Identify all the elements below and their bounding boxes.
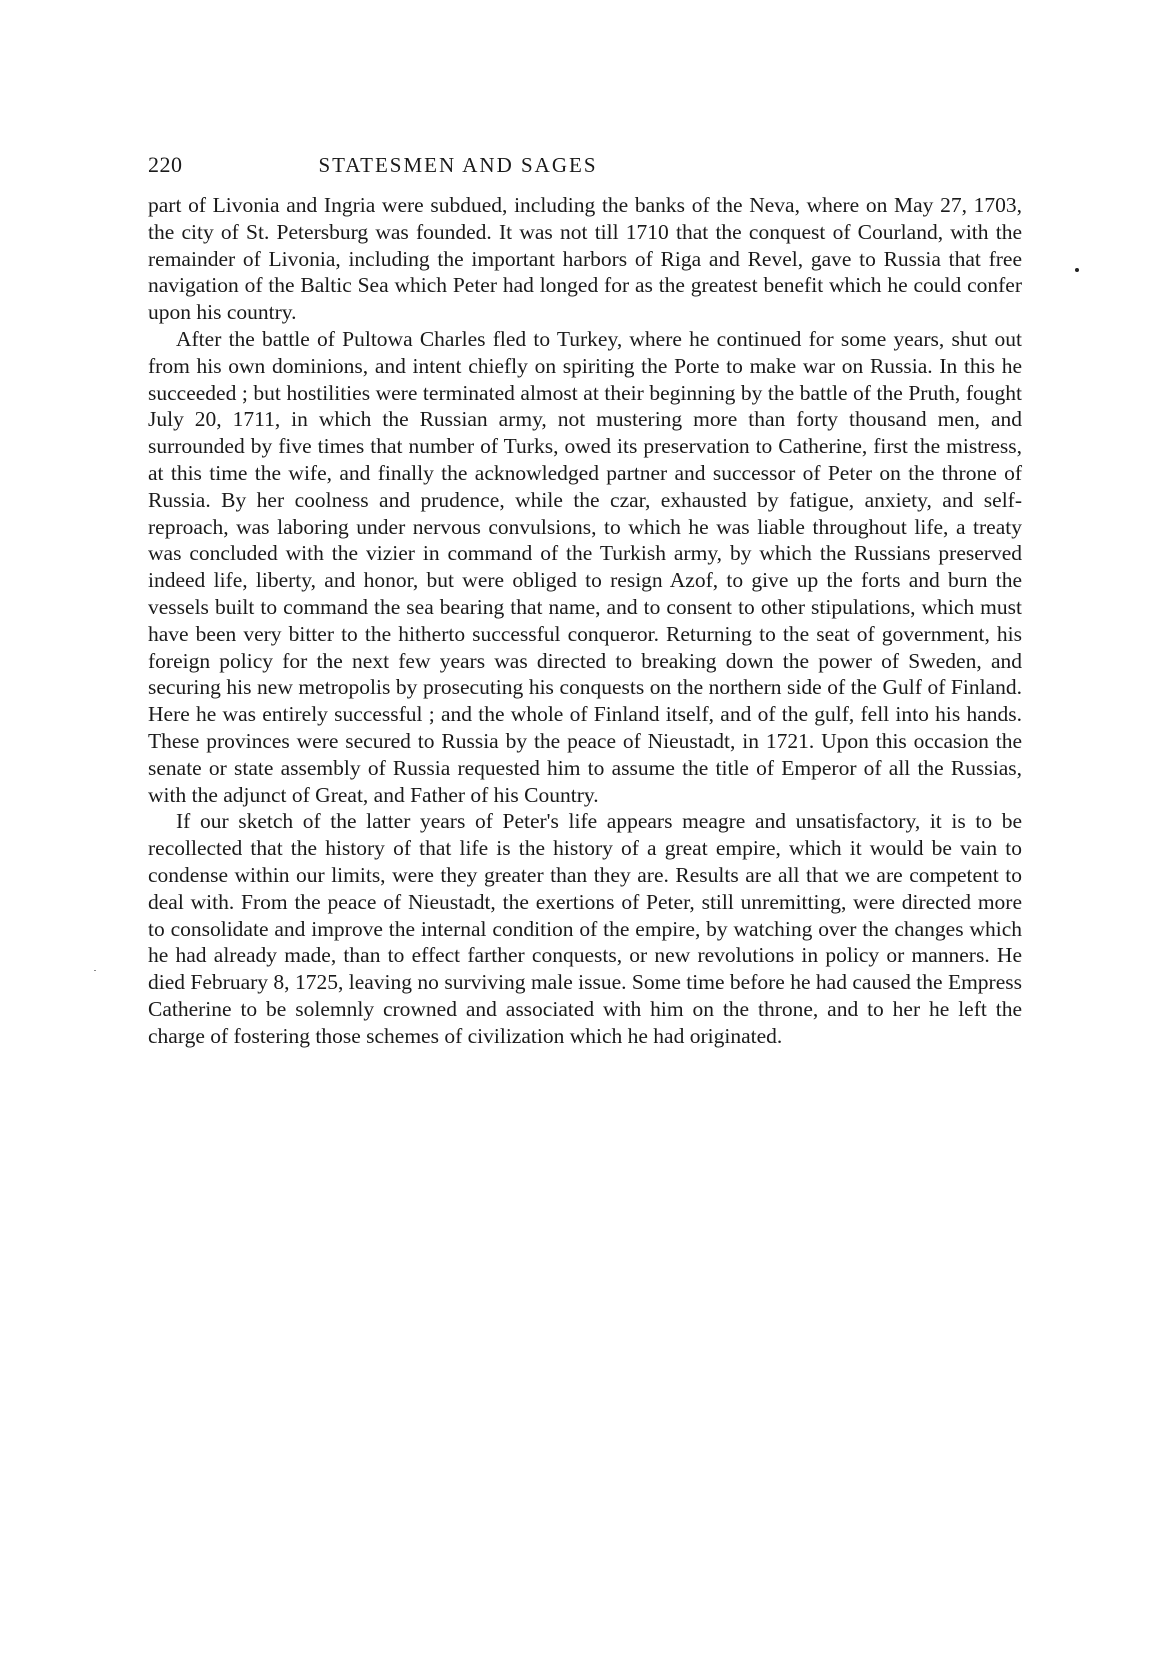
paragraph-pruth-campaign: After the battle of Pultowa Charles fled to Turkey, where he continued for some years, shut out from his own dominions, and intent chiefly on spiriting the Porte to make war on Russia. In this he succeeded ; but hostilities were terminated almost at their beginning by the battle of the Pruth, fought July 20, 1711, in which the Russian army, not mustering more than forty thousand men, and surrounded by five times that number of Turks, owed its preservation to Catherine, first the mistress, at this time the wife, and finally the acknowledged partner and successor of Peter on the throne of Russia. By her coolness and prudence, while the czar, exhausted by fatigue, anxiety, and self-reproach, was laboring under nervous convulsions, to which he was liable throughout life, a treaty was concluded with the vizier in command of the Turkish army, by which the Russians preserved indeed life, liberty, and honor, but were obliged to resign Azof, to give up the forts and burn the vessels built to command the sea bearing that name, and to consent to other stipulations, which must have been very bitter to the hitherto successful conqueror. Returning to the seat of government, his foreign policy for the next few years was directed to breaking down the power of Sweden, and securing his new metropolis by prosecuting his conquests on the northern side of the Gulf of Finland. Here he was entirely successful ; and the whole of Finland itself, and of the gulf, fell into his hands. These provinces were secured to Russia by the peace of Nieustadt, in 1721. Upon this occasion the senate or state assembly of Russia requested him to assume the title of Emperor of all the Russias, with the adjunct of Great, and Father of his Country. [148, 326, 1022, 807]
margin-mark [94, 970, 96, 971]
body-text [148, 192, 1022, 1050]
running-title: STATESMEN AND SAGES [318, 153, 598, 177]
print-speck [1075, 268, 1079, 272]
page-number: 220 [148, 152, 183, 177]
paragraph-later-years: If our sketch of the latter years of Peter's life appears meagre and unsatisfactory, it is to be recollected that the history of that life is the history of a great empire, which it would be vain to condense within our limits, were they greater than they are. Results are all that we are competent to deal with. From the peace of Nieustadt, the exertions of Peter, still unremitting, were directed more to consolidate and improve the internal condition of the empire, by watching over the changes which he had already made, than to effect farther conquests, or new revolutions in policy or manners. He died February 8, 1725, leaving no surviving male issue. Some time before he had caused the Empress Catherine to be solemnly crowned and associated with him on the throne, and to her he left the charge of fostering those schemes of civilization which he had originated. [148, 809, 1022, 1048]
paragraph-continued: part of Livonia and Ingria were subdued, including the banks of the Neva, where on May 27, 1703, the city of St. Petersburg was founded. It was not till 1710 that the conquest of Courland, with the remainder of Livonia, including the important harbors of Riga and Revel, gave to Russia that free navigation of the Baltic Sea which Peter had longed for as the greatest benefit which he could confer upon his country. [148, 193, 1022, 325]
running-head [148, 148, 768, 182]
